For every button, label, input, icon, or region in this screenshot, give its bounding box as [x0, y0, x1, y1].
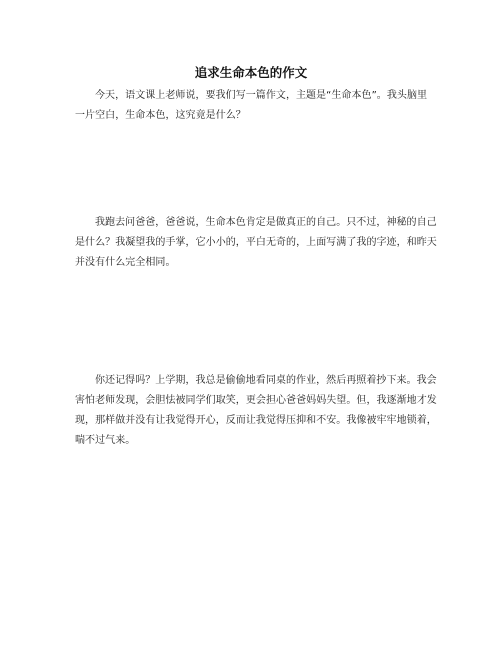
paragraph-1: 今天，语文课上老师说，要我们写一篇作文，主题是“生命本色”。我头脑里一片空白，生命本色，这究竟是什么？ — [75, 90, 428, 121]
document-title: 追求生命本色的作文 — [194, 65, 308, 80]
paragraph-2: 我跑去问爸爸，爸爸说，生命本色肯定是做真正的自己。只不过，神秘的自己是什么？我凝望我的手掌，它小小的，平白无奇的，上面写满了我的字迹，和昨天并没有什么完全相同。 — [75, 217, 437, 268]
paragraph-3: 你还记得吗？上学期，我总是偷偷地看同桌的作业，然后再照着抄下来。我会害怕老师发现，会胆怯被同学们取笑，更会担心爸爸妈妈失望。但，我逐渐地才发现，那样做并没有让我觉得开心，反而让我觉得压抑和不安。我像被牢牢地锁着，喘不过气来。 — [75, 375, 437, 446]
